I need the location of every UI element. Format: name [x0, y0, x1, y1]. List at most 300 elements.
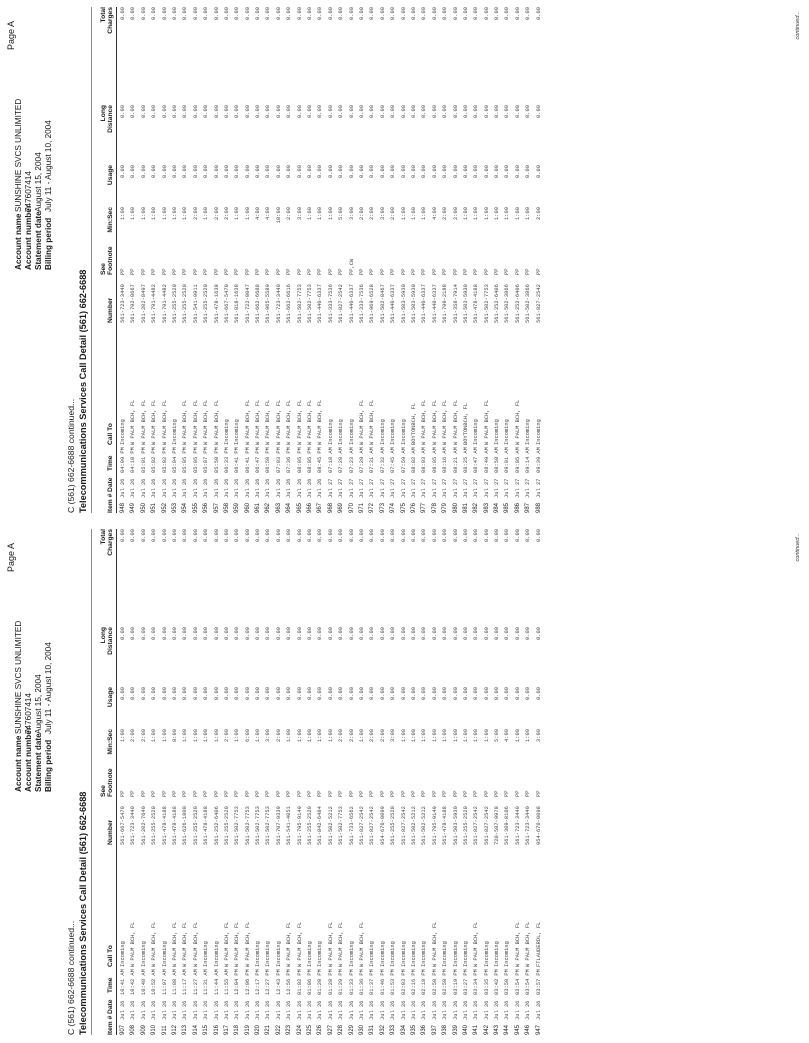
call-date: Jul 26	[161, 478, 168, 498]
header-divider	[116, 529, 117, 1035]
long-distance-charge: 0.00	[410, 105, 417, 118]
usage-charge: 0.00	[192, 165, 199, 178]
usage-charge: 0.00	[369, 687, 376, 700]
call-time: 11:17 AM	[182, 969, 189, 995]
table-row	[492, 529, 502, 1035]
call-date: Jul 26	[234, 478, 241, 498]
call-time: 07:59 AM	[400, 447, 407, 473]
call-to: Incoming	[120, 941, 126, 967]
call-time: 05:01 PM	[140, 447, 147, 473]
usage-charge: 0.00	[130, 165, 137, 178]
call-to: Incoming	[379, 419, 386, 445]
duration: 1:00	[421, 207, 428, 220]
item-number: 965	[296, 502, 303, 513]
call-to: Incoming	[462, 941, 469, 967]
phone-number: 561-478-1638	[213, 284, 220, 323]
total-charge: 0.00	[338, 529, 345, 542]
table-row	[347, 7, 357, 513]
footnote: PP	[296, 268, 303, 275]
call-time: 05:50 PM	[213, 447, 220, 473]
usage-charge: 0.00	[327, 165, 334, 178]
footnote: PP	[473, 268, 480, 275]
call-time: 11:55 AM	[223, 969, 230, 995]
item-number: 909	[140, 1024, 147, 1035]
call-time: 01:02 PM	[296, 969, 303, 995]
call-time: 01:29 PM	[338, 969, 345, 995]
item-number: 928	[338, 1024, 345, 1035]
call-to: Incoming	[161, 941, 168, 967]
phone-number: 561-707-9339	[275, 806, 282, 845]
table-row	[315, 7, 325, 513]
phone-number: 561-478-4188	[161, 806, 168, 845]
call-date: Jul 26	[203, 1000, 210, 1020]
total-charge: 0.00	[244, 529, 251, 542]
call-to: Incoming	[442, 941, 449, 967]
total-charge: 0.00	[525, 7, 532, 20]
call-date: Jul 26	[151, 1000, 158, 1020]
table-row	[128, 529, 138, 1035]
usage-charge: 0.00	[338, 687, 345, 700]
total-charge: 0.00	[358, 7, 365, 20]
footnote: PP	[535, 268, 542, 275]
total-charge: 0.00	[161, 7, 168, 20]
call-time: 03:54 PM	[514, 969, 521, 995]
call-date: Jul 26	[431, 1000, 438, 1020]
account-number-value: 747607414	[24, 693, 33, 734]
table-row	[482, 7, 492, 513]
col-footnote: Footnote	[107, 768, 114, 797]
total-charge: 0.00	[151, 529, 158, 542]
usage-charge: 0.00	[120, 165, 126, 178]
duration: 2:00	[369, 729, 376, 742]
phone-number: 561-827-2542	[535, 284, 542, 323]
phone-number: 561-478-4188	[473, 284, 480, 323]
call-to: Incoming	[275, 941, 282, 967]
phone-number: 561-827-2542	[473, 806, 480, 845]
page-label: Page A	[6, 542, 16, 572]
duration: 2:00	[286, 207, 293, 220]
duration: 1:00	[182, 729, 189, 742]
total-charge: 0.00	[390, 529, 397, 542]
usage-charge: 0.00	[255, 687, 262, 700]
table-row	[513, 7, 523, 513]
usage-charge: 0.00	[307, 165, 314, 178]
call-date: Jul 26	[442, 1000, 449, 1020]
call-time: 12:17 PM	[255, 969, 262, 995]
footnote: PP	[379, 790, 386, 797]
call-date: Jul 27	[494, 478, 501, 498]
footnote: PP	[120, 790, 126, 797]
usage-charge: 0.00	[473, 165, 480, 178]
duration: 2:00	[192, 207, 199, 220]
long-distance-charge: 0.00	[327, 627, 334, 640]
footnote: PP	[213, 790, 220, 797]
item-number: 932	[379, 1024, 386, 1035]
phone-number: 561-827-2542	[483, 806, 490, 845]
call-time: 08:05 AM	[431, 447, 438, 473]
usage-charge: 0.00	[504, 687, 511, 700]
call-to: W PALM BCH, FL	[307, 399, 314, 445]
footnote: PP	[255, 268, 262, 275]
usage-charge: 0.00	[130, 687, 137, 700]
table-row	[440, 529, 450, 1035]
call-to: W PALM BCH, FL	[286, 921, 293, 967]
table-row	[409, 529, 419, 1035]
duration: 3:00	[296, 207, 303, 220]
title-divider	[91, 529, 92, 1035]
call-time: 03:42 PM	[494, 969, 501, 995]
item-number: 970	[348, 502, 355, 513]
phone-number: 561-723-3440	[120, 284, 126, 323]
phone-number: 561-502-7753	[483, 284, 490, 323]
usage-charge: 0.00	[338, 165, 345, 178]
call-to: W PALM BCH, FL	[213, 399, 220, 445]
total-charge: 0.00	[504, 7, 511, 20]
item-number: 938	[442, 1024, 449, 1035]
call-to: Incoming	[473, 419, 480, 445]
long-distance-charge: 0.00	[442, 105, 449, 118]
long-distance-charge: 0.00	[473, 105, 480, 118]
phone-number: 561-502-5212	[410, 806, 417, 845]
item-number: 960	[244, 502, 251, 513]
long-distance-charge: 0.00	[120, 627, 126, 640]
footnote: PP	[462, 268, 469, 275]
table-row	[118, 7, 128, 513]
total-charge: 0.00	[255, 7, 262, 20]
call-time: 11:07 AM	[161, 969, 168, 995]
total-charge: 0.00	[296, 529, 303, 542]
table-row	[399, 7, 409, 513]
call-to: Incoming	[535, 419, 542, 445]
long-distance-charge: 0.00	[182, 105, 189, 118]
call-time: 02:16 PM	[410, 969, 417, 995]
footnote: PP	[234, 790, 241, 797]
call-time: 06:41 PM	[234, 447, 241, 473]
long-distance-charge: 0.00	[431, 627, 438, 640]
total-charge: 0.00	[213, 7, 220, 20]
call-date: Jul 26	[358, 1000, 365, 1020]
long-distance-charge: 0.00	[390, 105, 397, 118]
long-distance-charge: 0.00	[348, 627, 355, 640]
footnote: PP	[514, 790, 521, 797]
usage-charge: 0.00	[265, 687, 272, 700]
long-distance-charge: 0.00	[130, 627, 137, 640]
duration: 3:00	[390, 729, 397, 742]
duration: 1:00	[120, 207, 126, 220]
duration: 1:00	[514, 729, 521, 742]
usage-charge: 0.00	[307, 687, 314, 700]
phone-number: 561-818-1638	[234, 284, 241, 323]
usage-charge: 0.00	[140, 687, 147, 700]
phone-number: 561-255-2520	[151, 806, 158, 845]
call-to: Incoming	[525, 419, 532, 445]
call-date: Jul 26	[286, 478, 293, 498]
long-distance-charge: 0.00	[494, 627, 501, 640]
total-charge: 0.00	[473, 7, 480, 20]
usage-charge: 0.00	[161, 687, 168, 700]
table-row	[201, 7, 211, 513]
footnote: PP	[338, 790, 345, 797]
table-row	[263, 529, 273, 1035]
total-charge: 0.00	[410, 7, 417, 20]
usage-charge: 0.00	[410, 687, 417, 700]
call-time: 05:02 PM	[151, 447, 158, 473]
total-charge: 0.00	[317, 7, 324, 20]
col-distance: Distance	[107, 105, 114, 133]
statement-date-label: Statement date	[34, 211, 43, 270]
table-row	[315, 529, 325, 1035]
call-time: 06:41 PM	[244, 447, 251, 473]
call-time: 05:02 PM	[161, 447, 168, 473]
duration: 5:00	[494, 729, 501, 742]
statement-date-label: Statement date	[34, 733, 43, 792]
col-date: Date	[107, 999, 114, 1014]
call-time: 07:03 PM	[275, 447, 282, 473]
duration: 1:00	[161, 729, 168, 742]
item-number: 963	[275, 502, 282, 513]
call-date: Jul 26	[535, 1000, 542, 1020]
call-date: Jul 26	[410, 1000, 417, 1020]
total-charge: 0.00	[400, 7, 407, 20]
duration: 2:00	[213, 207, 220, 220]
phone-number: 954-670-0098	[535, 806, 542, 845]
col-min-sec: Min:Sec	[107, 729, 114, 755]
call-to: W PALM BCH, FL	[327, 921, 334, 967]
phone-number: 561-799-2188	[442, 284, 449, 323]
phone-number: 561-503-5930	[400, 284, 407, 323]
item-number: 936	[421, 1024, 428, 1035]
call-time: 05:05 PM	[192, 447, 199, 473]
footnote: PP	[307, 790, 314, 797]
duration: 1:00	[452, 729, 459, 742]
table-row	[253, 7, 263, 513]
phone-number: 561-440-6337	[317, 284, 324, 323]
long-distance-charge: 0.00	[317, 105, 324, 118]
call-date: Jul 26	[203, 478, 210, 498]
call-date: Jul 26	[244, 1000, 251, 1020]
call-to: Incoming	[171, 419, 178, 445]
usage-charge: 0.00	[421, 687, 428, 700]
call-to: W PALM BCH, FL	[421, 399, 428, 445]
total-charge: 0.00	[161, 529, 168, 542]
long-distance-charge: 0.00	[535, 627, 542, 640]
item-number: 922	[275, 1024, 282, 1035]
call-to: BOYTONBCH, FL	[462, 402, 469, 445]
duration: 1:00	[473, 207, 480, 220]
item-number: 920	[255, 1024, 262, 1035]
item-number: 961	[255, 502, 262, 513]
col-distance: Distance	[107, 627, 114, 655]
phone-number: 561-255-2520	[223, 806, 230, 845]
call-time: 03:19 PM	[452, 969, 459, 995]
call-date: Jul 26	[483, 1000, 490, 1020]
duration: 1:00	[255, 729, 262, 742]
call-time: 12:43 PM	[275, 969, 282, 995]
total-charge: 0.00	[525, 529, 532, 542]
item-number: 957	[213, 502, 220, 513]
call-to: Incoming	[140, 941, 147, 967]
phone-number: 561-252-6406	[514, 284, 521, 323]
long-distance-charge: 0.00	[525, 105, 532, 118]
call-to: Incoming	[494, 419, 501, 445]
call-date: Jul 27	[327, 478, 334, 498]
call-to: Incoming	[317, 941, 324, 967]
footnote: PP	[275, 790, 282, 797]
footnote: PP	[525, 268, 532, 275]
long-distance-charge: 0.00	[213, 105, 220, 118]
footnote: PP	[244, 790, 251, 797]
usage-charge: 0.00	[462, 165, 469, 178]
usage-charge: 0.00	[203, 165, 210, 178]
long-distance-charge: 0.00	[265, 105, 272, 118]
phone-number: 561-965-5589	[265, 284, 272, 323]
usage-charge: 0.00	[275, 687, 282, 700]
call-to: W PALM BCH, FL	[161, 399, 168, 445]
call-time: 07:18 AM	[327, 447, 334, 473]
phone-number: 561-502-7753	[255, 806, 262, 845]
total-charge: 0.00	[223, 7, 230, 20]
item-number: 908	[130, 1024, 137, 1035]
table-row	[222, 7, 232, 513]
footnote: PP	[140, 268, 147, 275]
duration: 2:00	[223, 729, 230, 742]
call-to: Incoming	[255, 941, 262, 967]
long-distance-charge: 0.00	[120, 105, 126, 118]
table-row	[336, 7, 346, 513]
long-distance-charge: 0.00	[473, 627, 480, 640]
total-charge: 0.00	[483, 529, 490, 542]
phone-number: 561-541-4051	[286, 806, 293, 845]
item-number: 945	[514, 1024, 521, 1035]
usage-charge: 0.00	[244, 687, 251, 700]
table-row	[492, 7, 502, 513]
footnote: PP	[317, 268, 324, 275]
call-date: Jul 26	[379, 1000, 386, 1020]
call-date: Jul 27	[452, 478, 459, 498]
usage-charge: 0.00	[535, 165, 542, 178]
account-info	[14, 621, 54, 792]
duration: 1:00	[151, 207, 158, 220]
footnote: PP	[494, 268, 501, 275]
call-to: Incoming	[504, 419, 511, 445]
item-number: 925	[307, 1024, 314, 1035]
call-date: Jul 26	[296, 1000, 303, 1020]
call-time: 03:27 PM	[462, 969, 469, 995]
call-to: W PALM BCH, FL	[296, 921, 303, 967]
item-number: 914	[192, 1024, 199, 1035]
col-time: Time	[107, 977, 114, 993]
col-item: Item #	[107, 1015, 114, 1035]
item-number: 976	[410, 502, 417, 513]
item-number: 950	[140, 502, 147, 513]
call-to: W PALM BCH, FL	[514, 921, 521, 967]
total-charge: 0.00	[192, 529, 199, 542]
call-date: Jul 26	[213, 1000, 220, 1020]
long-distance-charge: 0.00	[348, 105, 355, 118]
total-charge: 0.00	[338, 7, 345, 20]
call-date: Jul 26	[192, 478, 199, 498]
call-to: W PALM BCH, FL	[130, 921, 137, 967]
call-time: 01:36 PM	[358, 969, 365, 995]
long-distance-charge: 0.00	[182, 627, 189, 640]
column-header	[94, 529, 115, 1035]
usage-charge: 0.00	[483, 165, 490, 178]
item-number: 971	[358, 502, 365, 513]
call-date: Jul 26	[400, 1000, 407, 1020]
total-charge: 0.00	[234, 529, 241, 542]
footnote: PP	[275, 268, 282, 275]
duration: 1:00	[494, 207, 501, 220]
table-row	[378, 7, 388, 513]
item-number: 934	[400, 1024, 407, 1035]
section-subhead: C (561) 662-6688 continued...	[66, 398, 76, 513]
item-number: 972	[369, 502, 376, 513]
call-to: Incoming	[348, 941, 355, 967]
total-charge: 0.00	[327, 7, 334, 20]
phone-number: 561-502-7753	[307, 284, 314, 323]
total-charge: 0.00	[452, 7, 459, 20]
table-row	[523, 529, 533, 1035]
call-date: Jul 26	[192, 1000, 199, 1020]
footnote: PP	[390, 268, 397, 275]
usage-charge: 0.00	[348, 165, 355, 178]
footnote: PP	[504, 790, 511, 797]
call-to: W PALM BCH, FL	[223, 921, 230, 967]
duration: 2:00	[338, 729, 345, 742]
call-time: 07:20 AM	[338, 447, 345, 473]
column-header	[94, 7, 115, 513]
item-number: 916	[213, 1024, 220, 1035]
statement-date-value: August 15, 2004	[34, 674, 43, 734]
item-number: 954	[182, 502, 189, 513]
footnote: PP	[452, 268, 459, 275]
long-distance-charge: 0.00	[244, 105, 251, 118]
call-time: 08:05 PM	[296, 447, 303, 473]
total-charge: 0.00	[234, 7, 241, 20]
phone-number: 561-502-8467	[379, 284, 386, 323]
total-charge: 0.00	[255, 529, 262, 542]
call-date: Jul 26	[182, 478, 189, 498]
duration: 1:00	[192, 729, 199, 742]
usage-charge: 0.00	[327, 687, 334, 700]
phone-number: 561-969-6528	[369, 284, 376, 323]
duration: 1:00	[307, 207, 314, 220]
long-distance-charge: 0.00	[338, 105, 345, 118]
footnote: PP	[358, 790, 365, 797]
item-number: 980	[452, 502, 459, 513]
call-time: 08:45 PM	[317, 447, 324, 473]
call-time: 06:33 PM	[223, 447, 230, 473]
call-date: Jul 26	[494, 1000, 501, 1020]
call-time: 07:32 AM	[379, 447, 386, 473]
table-row	[419, 529, 429, 1035]
call-to: W PALM BCH, FL	[192, 399, 199, 445]
item-number: 912	[171, 1024, 178, 1035]
footnote: PP	[348, 790, 355, 797]
phone-number: 561-503-5930	[462, 284, 469, 323]
long-distance-charge: 0.00	[192, 627, 199, 640]
long-distance-charge: 0.00	[203, 627, 210, 640]
duration: 1:00	[504, 207, 511, 220]
phone-number: 561-440-6337	[348, 284, 355, 323]
statement-page-right	[0, 5, 809, 515]
long-distance-charge: 0.00	[140, 105, 147, 118]
phone-number: 561-827-2542	[400, 806, 407, 845]
account-number-label: Account number	[24, 204, 33, 270]
call-to: W PALM BCH, FL	[338, 921, 345, 967]
table-row	[201, 529, 211, 1035]
total-charge: 0.00	[514, 7, 521, 20]
